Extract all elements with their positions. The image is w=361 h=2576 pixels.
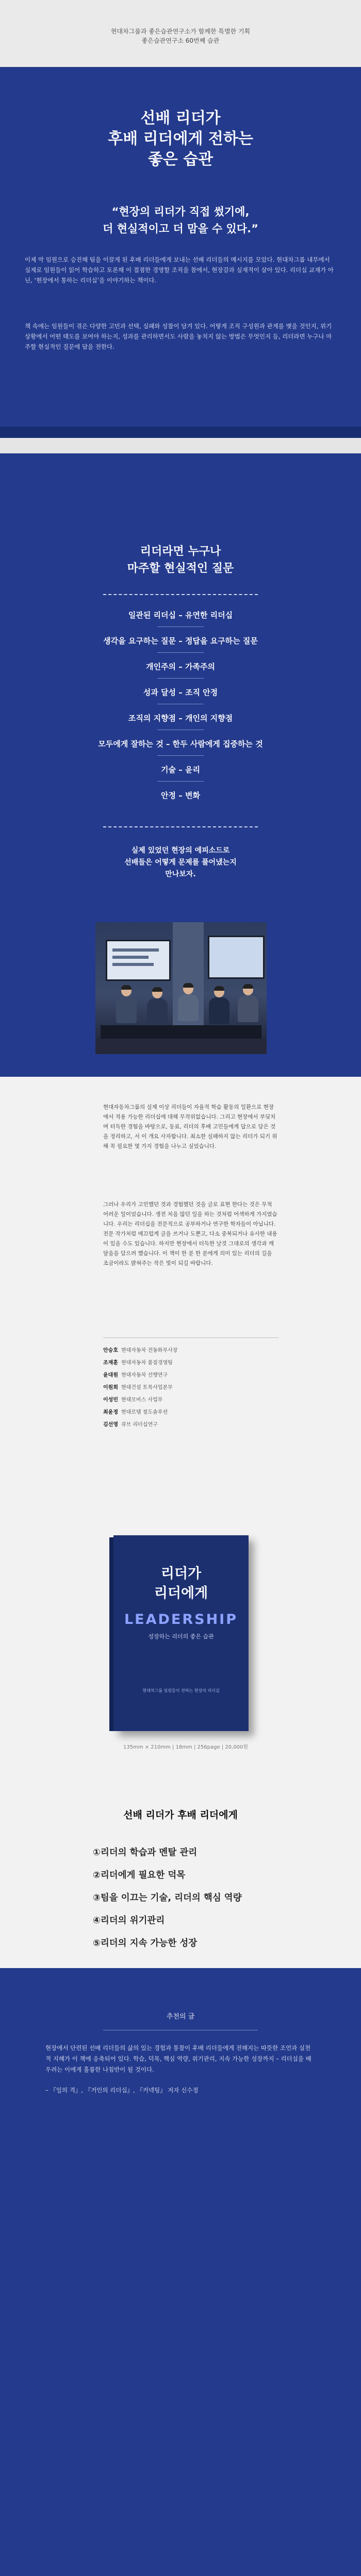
section-divider (0, 427, 361, 438)
contributor-name: 윤대원 (103, 1372, 118, 1378)
closing-line: 실제 있었던 현장의 에피소드로 (131, 846, 230, 855)
section-band (0, 438, 361, 453)
hero-title-line: 선배 리더가 (140, 109, 221, 127)
chapter-item: ③팀을 이끄는 기술, 리더의 핵심 역량 (93, 1893, 242, 1903)
book-title-line: 리더에게 (154, 1585, 208, 1601)
contributor (103, 1370, 278, 1378)
question-item: 조직의 지향점 – 개인의 지향점 (128, 714, 233, 723)
chapter-item: ②리더에게 필요한 덕목 (93, 1870, 186, 1880)
question-item: 개인주의 – 가족주의 (146, 662, 215, 671)
question-item: 일관된 리더십 – 유연한 리더십 (128, 611, 233, 620)
header-band (0, 0, 361, 67)
contributor-role: 현대자동차 전동화부사장 (121, 1348, 178, 1353)
document-paragraph: 그러나 우리가 고민했던 것과 경험했던 것을 글로 표현 한다는 것은 무척 어려운 일이었습니다. 생전 처음 많던 일을 하는 것처럼 어색하게 가지였습니다. 우리는 리더십을 전문적으로 공부하거나 연구한 학자들이 아닙니다. 전문 작가처럼 매끄럽게 글을 쓰거나 도뿐고, 다소 중복되거나 유사한 내용이 있을 수도 있습니다. 하지만 현장에서 터득한 날것 그대로의 생각과 깨달음을 담으려 했습니다. 이 책이 한 분 한 분에게 의미 있는 리더의 길을 조금이라도 밝혀주는 작은 빛이 되길 바랍니다. (103, 1201, 277, 1266)
question-item: 모두에게 잘하는 것 – 한두 사람에게 집중하는 것 (98, 739, 263, 749)
question-separator (157, 652, 204, 653)
question-item: 기술 – 윤리 (161, 765, 200, 774)
hero-title-line: 후배 리더에게 전하는 (108, 130, 253, 148)
hero-paragraph: 책 속에는 임원들이 겪은 다양한 고민과 선택, 실패와 성찰이 담겨 있다. 어떻게 조직 구성원과 관계를 맺을 것인지, 위기 상황에서 어떤 태도를 보여야 하는지, 성과를 관리하면서도 사람을 놓치지 않는 방법은 무엇인지 등, 리더라면 누구나 마주할 현실적인 질문에 답을 전한다. (25, 323, 332, 350)
header-line-1: 현대차그룹과 좋은습관연구소가 함께한 특별한 기획 (110, 28, 251, 35)
question-item: 안정 – 변화 (161, 791, 200, 800)
book-title-line: 리더가 (160, 1566, 202, 1582)
projection-screen (208, 936, 265, 979)
chapter-item: ④리더의 위기관리 (93, 1916, 165, 1926)
recommendation-heading: 추천의 글 (166, 2013, 195, 2021)
questions-title-line: 마주할 현실적인 질문 (127, 562, 234, 575)
book-spec: 135mm × 210mm | 18mm | 256page | 20,000원 (123, 1744, 248, 1750)
contributor-role: 현대로템 철도솔루션 (121, 1410, 168, 1415)
chapters-title: 선배 리더가 후배 리더에게 (123, 1809, 238, 1821)
contributor-role: 현대자동차 품질경영팀 (121, 1360, 173, 1366)
contributor-name: 김선영 (103, 1422, 118, 1428)
closing-line: 만나보자. (165, 870, 196, 878)
contributor-name: 이성민 (103, 1397, 118, 1403)
chapter-item: ①리더의 학습과 멘탈 관리 (93, 1848, 198, 1858)
questions-title-line: 리더라면 누구나 (140, 545, 221, 558)
document-paragraph: 현대자동차그룹의 실제 이상 리더들이 자율적 학습 활동의 일환으로 현장에서 적용 가능한 리더십에 대해 무작위없습니다. 그리고 현장에서 부딪치며 터득한 경험을 바탕으로, 동료, 리더의 후배 고민들에게 답으로 담은 것을 정리하고, 서 이 개요 사자합니다. 최소한 실패하지 않는 리더가 되기 위해 꼭 필요한 몇 가지 경험을 나누고 싶었습니다. (103, 1104, 277, 1149)
question-separator (157, 626, 204, 627)
question-item: 성과 달성 – 조직 안정 (143, 688, 218, 697)
book-subtitle: 성장하는 리더의 좋은 습관 (148, 1633, 214, 1640)
contributor (103, 1346, 278, 1353)
chapter-item: ⑤리더의 지속 가능한 성장 (93, 1938, 198, 1948)
dashed-rule (103, 594, 258, 595)
question-separator (157, 678, 204, 679)
contributor-role: 현대모비스 사업부 (121, 1397, 163, 1403)
book-authors: 현대차그룹 임원들이 전하는 현장의 리더십 (142, 1688, 220, 1693)
recommendation-byline: – 『일의 격』, 『거인의 리더십』, 『커넥팅』 저자 신수정 (45, 2087, 199, 2094)
hero-paragraph: 이제 막 임원으로 승진해 팀을 이끌게 된 후배 리더들에게 보내는 선배 리더들의 메시지를 모았다. 현대차그룹 내부에서 실제로 임원들이 읽어 학습하고 토론해 이 접점한 경영할 조직을 참에서, 현장감과 실재적이 살아 있다. 리더십 교재가 아닌, ‘현장에서 통하는 리더십’을 이야기하는 책이다. (25, 256, 334, 284)
panel-table (101, 1025, 261, 1039)
contributor-role: 현대자동차 선행연구 (121, 1372, 168, 1378)
book-logo: LEADERSHIP (124, 1612, 238, 1628)
contributor-role: 큐브 리더십연구 (121, 1422, 158, 1428)
contributor (103, 1408, 278, 1415)
contributor-name: 안승호 (103, 1348, 118, 1353)
book-cover (113, 1535, 249, 1731)
hero-quote-line: 더 현실적이고 더 맘을 수 있다.” (103, 223, 258, 235)
question-item: 생각을 요구하는 질문 – 정답을 요구하는 질문 (103, 636, 258, 646)
contributor (103, 1420, 278, 1428)
closing-line: 선배들은 어떻게 문제를 풀어냈는지 (124, 858, 237, 867)
contributor (103, 1358, 278, 1366)
contributor-name: 최윤정 (103, 1410, 118, 1415)
header-line-2: 좋은습관연구소 60번째 습관 (141, 37, 220, 44)
panel-discussion-photo (95, 922, 267, 1054)
recommendation-body: 현장에서 단련된 선배 리더들의 삶의 있는 경험과 통찰이 후배 리더들에게 전해지는 따뜻한 조언과 실천적 지혜가 이 책에 응축되어 있다. 학습, 덕목, 핵심 역량, 위기관리, 지속 가능한 성장까지 – 리더십을 배우려는 이에게 훌륭한 나침반이 될 것이다. (45, 2044, 311, 2073)
contributor (103, 1395, 278, 1403)
contributor-name: 조재훈 (103, 1360, 118, 1366)
contributor (103, 1383, 278, 1391)
question-separator (157, 755, 204, 756)
dashed-rule (103, 826, 258, 827)
contributor-role: 현대건설 토목사업본부 (121, 1385, 173, 1391)
document-rule (103, 1337, 278, 1338)
contributor-name: 이원희 (103, 1385, 118, 1391)
hero-title-line: 좋은 습관 (147, 150, 214, 168)
question-separator (157, 781, 204, 782)
hero-quote-line: “현장의 리더가 직접 썼기에, (111, 206, 250, 218)
projection-screen (106, 940, 171, 981)
